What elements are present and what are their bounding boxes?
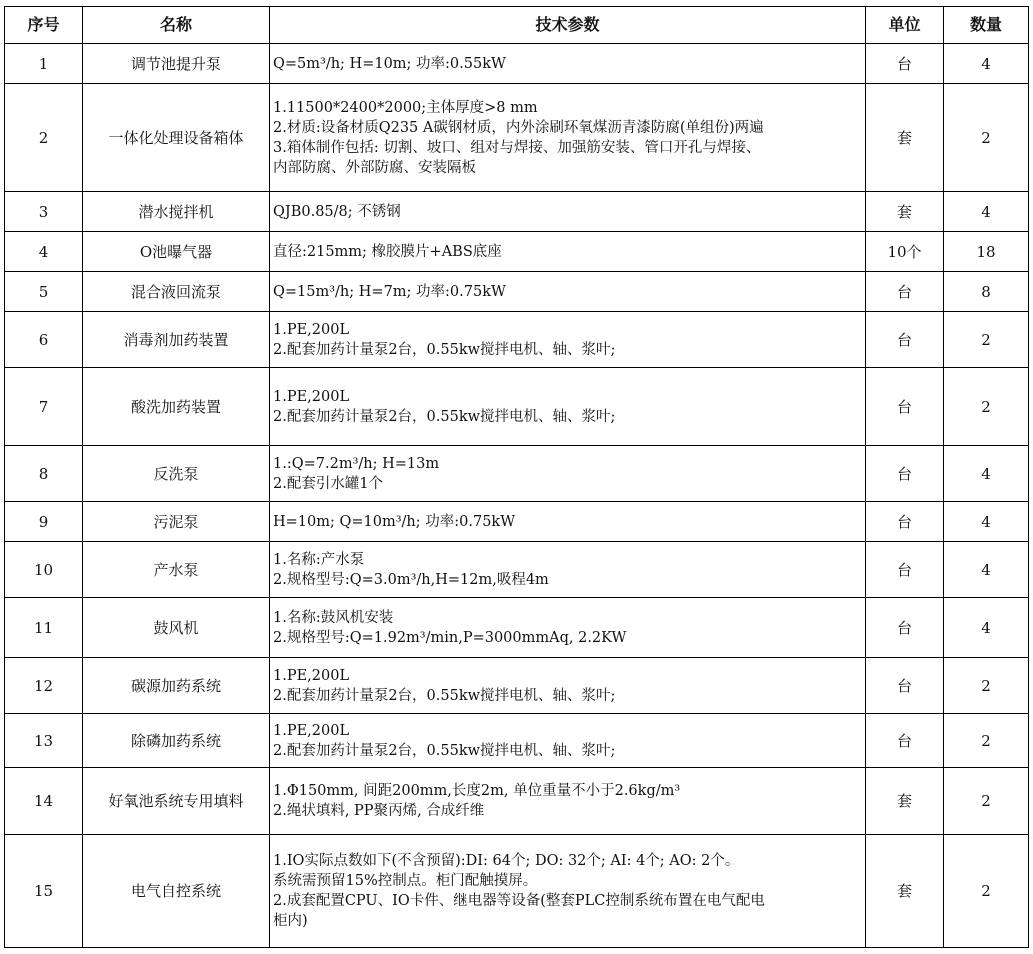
item-name: 潜水搅拌机 [83, 192, 270, 232]
param-line: 1.PE,200L [273, 388, 350, 405]
quantity: 4 [944, 192, 1029, 232]
row-number: 1 [5, 44, 83, 84]
unit: 套 [866, 835, 944, 948]
param-line: 2.配套加药计量泵2台，0.55kw搅拌电机、轴、浆叶; [273, 687, 616, 704]
unit: 套 [866, 768, 944, 835]
row-number: 13 [5, 714, 83, 768]
unit: 台 [866, 658, 944, 714]
item-name: 调节池提升泵 [83, 44, 270, 84]
unit: 10个 [866, 232, 944, 272]
row-number: 15 [5, 835, 83, 948]
table-row [5, 192, 1029, 232]
row-number: 5 [5, 272, 83, 312]
item-name: 消毒剂加药装置 [83, 312, 270, 368]
table-row [5, 44, 1029, 84]
quantity: 8 [944, 272, 1029, 312]
quantity: 2 [944, 658, 1029, 714]
quantity: 2 [944, 84, 1029, 192]
table-row [5, 658, 1029, 714]
param-line: 1.PE,200L [273, 667, 350, 684]
header-no: 序号 [5, 7, 83, 44]
tech-params [270, 835, 866, 948]
header-qty: 数量 [944, 7, 1029, 44]
row-number: 14 [5, 768, 83, 835]
param-line: 2.配套加药计量泵2台，0.55kw搅拌电机、轴、浆叶; [273, 341, 616, 358]
row-number: 8 [5, 446, 83, 502]
unit: 套 [866, 192, 944, 232]
table-row [5, 232, 1029, 272]
item-name: 碳源加药系统 [83, 658, 270, 714]
param-line: 系统需预留15%控制点。柜门配触摸屏。 [273, 873, 538, 889]
param-line: 3.箱体制作包括: 切割、坡口、组对与焊接、加强筋安装、管口开孔与焊接、 [273, 139, 761, 156]
quantity: 4 [944, 44, 1029, 84]
quantity: 2 [944, 368, 1029, 446]
row-number: 2 [5, 84, 83, 192]
quantity: 4 [944, 542, 1029, 598]
param-line: 2.规格型号:Q=1.92m³/min,P=3000mmAq, 2.2KW [273, 629, 627, 646]
quantity: 4 [944, 446, 1029, 502]
table-row [5, 598, 1029, 658]
row-number: 4 [5, 232, 83, 272]
item-name: O池曝气器 [83, 232, 270, 272]
param-line: QJB0.85/8; 不锈钢 [273, 203, 401, 220]
table-row [5, 768, 1029, 835]
quantity: 4 [944, 502, 1029, 542]
param-line: 1.IO实际点数如下(不含预留):DI: 64个; DO: 32个; AI: 4个; AO: 2个。 [273, 853, 740, 869]
item-name: 电气自控系统 [83, 835, 270, 948]
tech-params [270, 542, 866, 598]
table-row [5, 502, 1029, 542]
item-name: 鼓风机 [83, 598, 270, 658]
tech-params [270, 598, 866, 658]
param-line: 1.:Q=7.2m³/h; H=13m [273, 455, 440, 472]
tech-params [270, 192, 866, 232]
param-line: 2.配套加药计量泵2台，0.55kw搅拌电机、轴、浆叶; [273, 408, 616, 425]
unit: 台 [866, 714, 944, 768]
row-number: 3 [5, 192, 83, 232]
row-number: 7 [5, 368, 83, 446]
table-row [5, 84, 1029, 192]
quantity: 18 [944, 232, 1029, 272]
tech-params [270, 232, 866, 272]
param-line: 1.名称:鼓风机安装 [273, 609, 394, 626]
item-name: 混合液回流泵 [83, 272, 270, 312]
quantity: 2 [944, 835, 1029, 948]
param-line: 2.绳状填料, PP聚丙烯, 合成纤维 [273, 803, 485, 819]
table-row [5, 272, 1029, 312]
unit: 台 [866, 598, 944, 658]
table-row [5, 542, 1029, 598]
param-line: 1.11500*2400*2000;主体厚度>8 mm [273, 99, 538, 116]
tech-params [270, 368, 866, 446]
quantity: 2 [944, 768, 1029, 835]
param-line: Q=15m³/h; H=7m; 功率:0.75kW [273, 283, 506, 300]
header-unit: 单位 [866, 7, 944, 44]
param-line: 2.规格型号:Q=3.0m³/h,H=12m,吸程4m [273, 571, 549, 588]
param-line: 1.名称:产水泵 [273, 551, 365, 568]
header-params: 技术参数 [270, 7, 866, 44]
unit: 台 [866, 312, 944, 368]
item-name: 反洗泵 [83, 446, 270, 502]
table-row [5, 368, 1029, 446]
quantity: 2 [944, 312, 1029, 368]
param-line: 柜内) [273, 913, 308, 929]
row-number: 10 [5, 542, 83, 598]
unit: 台 [866, 368, 944, 446]
item-name: 好氧池系统专用填料 [83, 768, 270, 835]
header-row [5, 7, 1029, 44]
tech-params [270, 44, 866, 84]
unit: 台 [866, 272, 944, 312]
unit: 台 [866, 446, 944, 502]
item-name: 酸洗加药装置 [83, 368, 270, 446]
row-number: 12 [5, 658, 83, 714]
param-line: 内部防腐、外部防腐、安装隔板 [273, 159, 476, 176]
table-row [5, 714, 1029, 768]
tech-params [270, 312, 866, 368]
item-name: 污泥泵 [83, 502, 270, 542]
header-name: 名称 [83, 7, 270, 44]
param-line: H=10m; Q=10m³/h; 功率:0.75kW [273, 513, 516, 530]
item-name: 除磷加药系统 [83, 714, 270, 768]
tech-params [270, 446, 866, 502]
equipment-table [4, 6, 1029, 948]
row-number: 11 [5, 598, 83, 658]
item-name: 一体化处理设备箱体 [83, 84, 270, 192]
param-line: 2.材质:设备材质Q235 A碳钢材质，内外涂刷环氧煤沥青漆防腐(单组份)两遍 [273, 119, 764, 136]
param-line: 2.配套加药计量泵2台，0.55kw搅拌电机、轴、浆叶; [273, 742, 616, 759]
tech-params [270, 272, 866, 312]
param-line: 1.PE,200L [273, 722, 350, 739]
param-line: 2.配套引水罐1个 [273, 475, 384, 492]
param-line: 1.Φ150mm, 间距200mm,长度2m, 单位重量不小于2.6kg/m³ [273, 783, 681, 799]
param-line: Q=5m³/h; H=10m; 功率:0.55kW [273, 55, 506, 72]
tech-params [270, 714, 866, 768]
unit: 台 [866, 502, 944, 542]
row-number: 9 [5, 502, 83, 542]
row-number: 6 [5, 312, 83, 368]
quantity: 2 [944, 714, 1029, 768]
unit: 台 [866, 542, 944, 598]
tech-params [270, 84, 866, 192]
item-name: 产水泵 [83, 542, 270, 598]
tech-params [270, 658, 866, 714]
table-row [5, 312, 1029, 368]
param-line: 直径:215mm; 橡胶膜片+ABS底座 [273, 243, 502, 260]
param-line: 2.成套配置CPU、IO卡件、继电器等设备(整套PLC控制系统布置在电气配电 [273, 893, 765, 909]
tech-params [270, 502, 866, 542]
quantity: 4 [944, 598, 1029, 658]
unit: 套 [866, 84, 944, 192]
table-row [5, 446, 1029, 502]
param-line: 1.PE,200L [273, 321, 350, 338]
table-row [5, 835, 1029, 948]
unit: 台 [866, 44, 944, 84]
tech-params [270, 768, 866, 835]
